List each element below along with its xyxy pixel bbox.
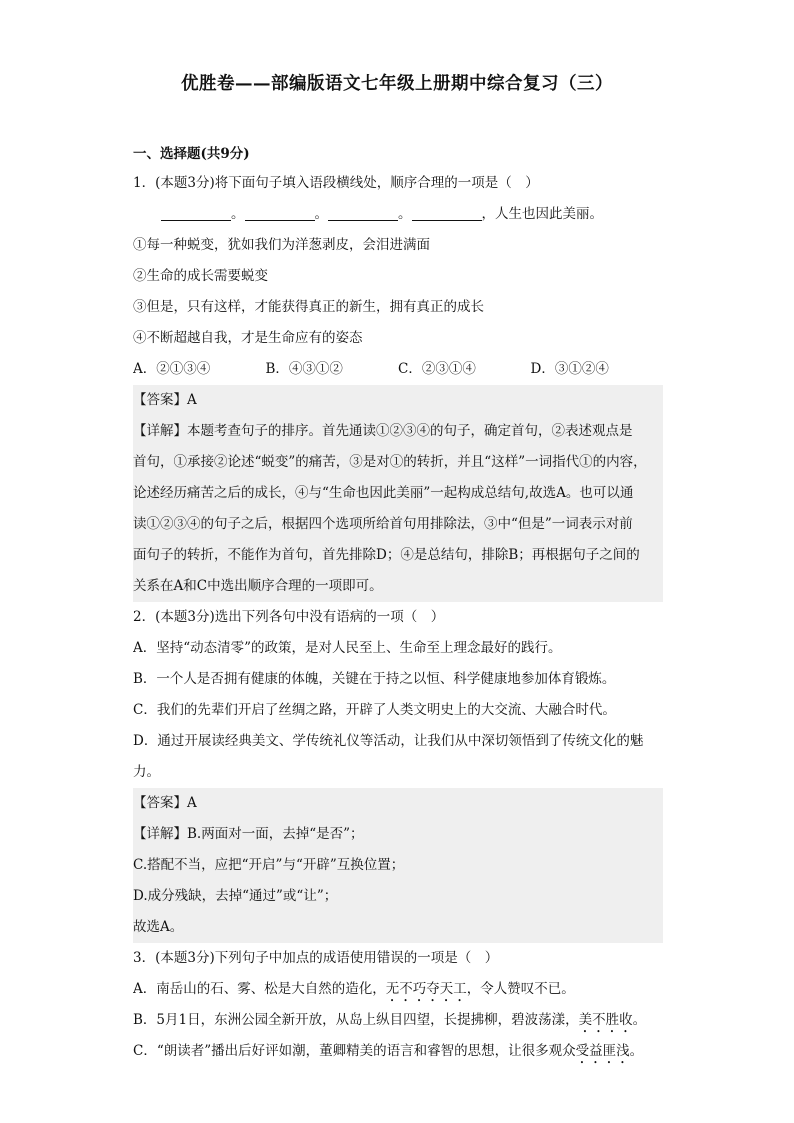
q2-option-a: A．坚持“动态清零”的政策，是对人民至上、生命至上理念最好的践行。 bbox=[133, 640, 562, 656]
detail-line: D.成分残缺，去掉“通过”或“让”； bbox=[133, 888, 338, 904]
q1-item: ①每一种蜕变，犹如我们为洋葱剥皮，会泪进满面 bbox=[133, 237, 430, 253]
dotted-idiom: 美不胜收 bbox=[578, 1012, 633, 1028]
q1-option-c: C．②③①④ bbox=[398, 361, 476, 377]
document-body bbox=[133, 140, 663, 1067]
q1-option-d: D．③①②④ bbox=[530, 361, 609, 377]
q2-option-d-cont: 力。 bbox=[133, 764, 160, 780]
q2-option-d: D．通过开展读经典美文、学传统礼仪等活动，让我们从中深切领悟到了传统文化的魅 bbox=[133, 733, 644, 749]
q1-option-a: A．②①③④ bbox=[133, 361, 211, 377]
q2-option-b: B．一个人是否拥有健康的体魄，关键在于持之以恒、科学健康地参加体育锻炼。 bbox=[133, 671, 616, 687]
detail-line: 关系在A和C中选出顺序合理的一项即可。 bbox=[133, 578, 383, 594]
q3-stem: 3．(本题3分)下列句子中加点的成语使用错误的一项是（ ） bbox=[133, 950, 499, 966]
detail-line: 面句子的转折，不能作为首句，首先排除D；④是总结句，排除B；再根据句子之间的 bbox=[133, 547, 640, 563]
blank-line bbox=[328, 202, 398, 221]
q1-answer-box bbox=[133, 385, 663, 602]
q2-option-c: C．我们的先辈们开启了丝绸之路，开辟了人类文明史上的大交流、大融合时代。 bbox=[133, 702, 616, 718]
section-heading: 一、选择题(共9分) bbox=[133, 146, 250, 162]
detail-line: 首句，①承接②论述“蜕变”的痛苦，③是对①的转折，并且“这样”一词指代①的内容， bbox=[133, 454, 647, 470]
q1-stem: 1．(本题3分)将下面句子填入语段横线处，顺序合理的一项是（ ） bbox=[133, 175, 539, 191]
answer-label: 【答案】A bbox=[133, 392, 197, 408]
dotted-idiom: 无不巧夺天工 bbox=[385, 981, 467, 997]
q1-options bbox=[133, 354, 663, 385]
blank-line bbox=[412, 202, 482, 221]
q1-blanks: 。 。 。 ，人生也因此美丽。 bbox=[133, 199, 663, 230]
blank-line bbox=[161, 202, 231, 221]
detail-line: C.搭配不当，应把“开启”与“开辟”互换位置； bbox=[133, 857, 405, 873]
detail-line: 【详解】B.两面对一面，去掉“是否”； bbox=[133, 826, 364, 842]
detail-line: 读①②③④的句子之后，根据四个选项所给首句用排除法，③中“但是”一词表示对前 bbox=[133, 516, 633, 532]
q3-option-b: B．5月1日，东洲公园全新开放，从岛上纵目四望，长提拂柳，碧波荡漾，美不胜收。 bbox=[133, 1012, 647, 1028]
detail-line: 故选A。 bbox=[133, 919, 184, 935]
dotted-idiom: 受益匪浅 bbox=[575, 1043, 630, 1059]
q1-item: ②生命的成长需要蜕变 bbox=[133, 268, 268, 284]
q1-option-b: B．④③①② bbox=[265, 361, 343, 377]
q1-item: ③但是，只有这样，才能获得真正的新生，拥有真正的成长 bbox=[133, 299, 484, 315]
answer-label: 【答案】A bbox=[133, 795, 197, 811]
q2-answer-box bbox=[133, 788, 663, 943]
detail-line: 【详解】本题考查句子的排序。首先通读①②③④的句子，确定首句，②表述观点是 bbox=[133, 423, 633, 439]
q2-stem: 2．(本题3分)选出下列各句中没有语病的一项（ ） bbox=[133, 609, 445, 625]
q3-option-a: A．南岳山的石、雾、松是大自然的造化，无不巧夺天工，令人赞叹不已。 bbox=[133, 981, 575, 997]
q1-item: ④不断超越自我，才是生命应有的姿态 bbox=[133, 330, 363, 346]
detail-line: 论述经历痛苦之后的成长，④与“生命也因此美丽”一起构成总结句,故选A。也可以通 bbox=[133, 485, 634, 501]
page-title: 优胜卷——部编版语文七年级上册期中综合复习（三） bbox=[181, 74, 613, 94]
q3-option-c: C．“朗读者”播出后好评如潮，董卿精美的语言和睿智的思想，让很多观众受益匪浅。 bbox=[133, 1043, 644, 1059]
blank-line bbox=[245, 202, 315, 221]
